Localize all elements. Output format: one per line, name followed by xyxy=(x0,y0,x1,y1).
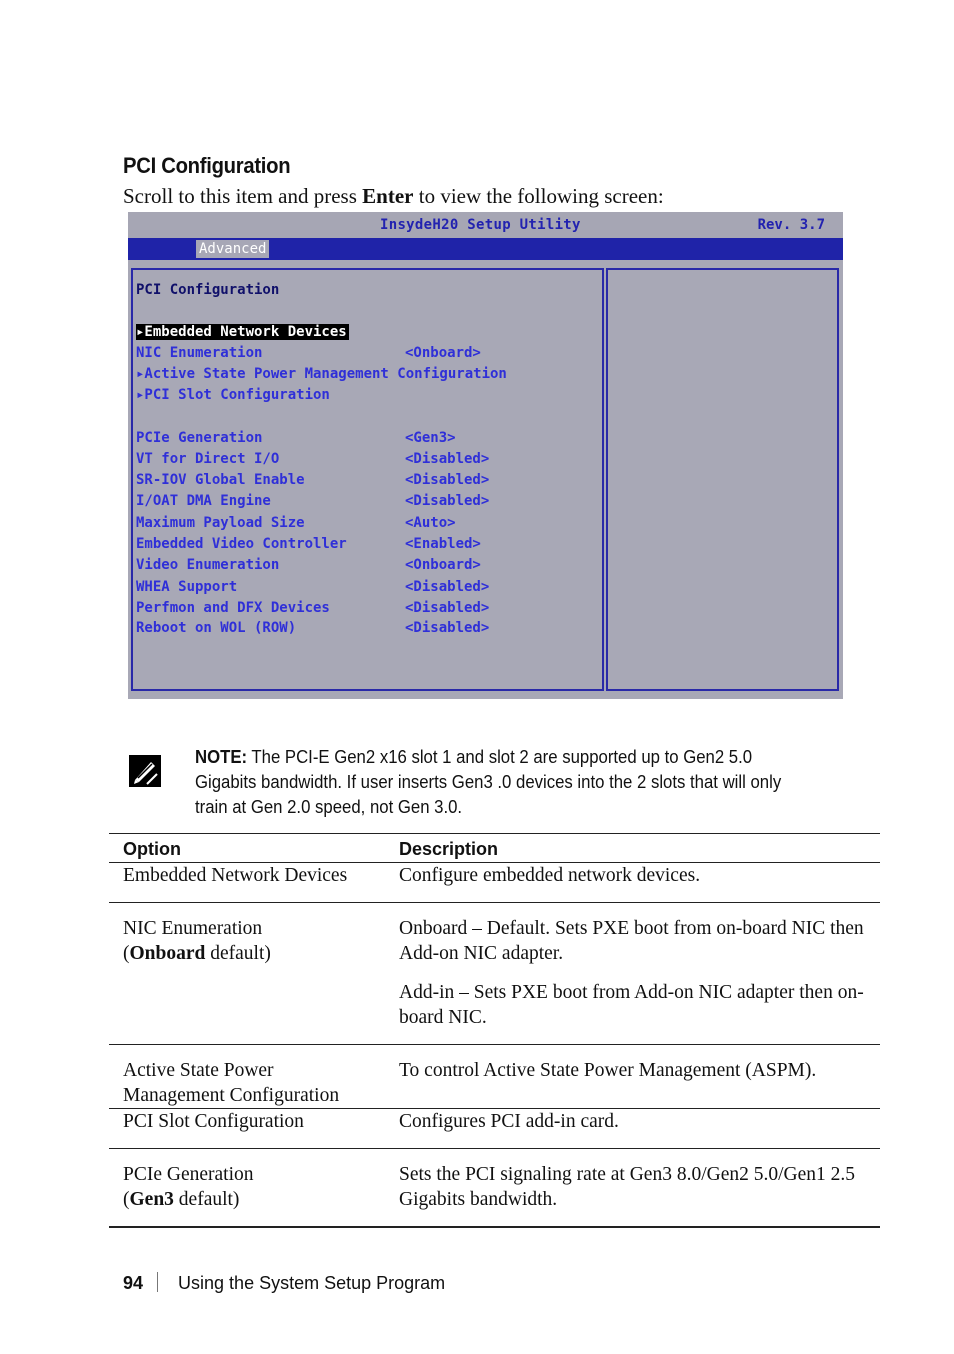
pencil-note-icon xyxy=(128,754,162,788)
bios-menu-nic-enumeration: NIC Enumeration xyxy=(136,345,263,361)
bios-setting-value: <Disabled> xyxy=(405,579,490,595)
option-cell: PCIe Generation (Gen3 default) xyxy=(109,1149,385,1228)
bios-value-nic-enumeration: <Onboard> xyxy=(405,345,481,361)
header-option: Option xyxy=(109,834,385,863)
bios-setting-value: <Disabled> xyxy=(405,600,490,616)
note-label: NOTE: xyxy=(195,747,248,767)
bios-setting-value: <Auto> xyxy=(405,515,456,531)
note-text xyxy=(195,745,818,820)
page-footer xyxy=(123,1272,445,1294)
bios-setting-label: Perfmon and DFX Devices xyxy=(136,600,330,616)
bios-setting-label: Reboot on WOL (ROW) xyxy=(136,620,297,636)
bios-setting-label: Embedded Video Controller xyxy=(136,536,347,552)
table-row xyxy=(109,903,880,1045)
bios-menu-pci-slot: ▸PCI Slot Configuration xyxy=(136,387,330,403)
bios-revision: Rev. 3.7 xyxy=(757,217,825,233)
bios-setting-value: <Disabled> xyxy=(405,493,490,509)
table-header-row xyxy=(109,834,880,863)
intro-after: to view the following screen: xyxy=(413,184,664,208)
chapter-title: Using the System Setup Program xyxy=(178,1273,446,1293)
bios-setting-value: <Disabled> xyxy=(405,620,490,636)
intro-before: Scroll to this item and press xyxy=(123,184,363,208)
bios-setting-value: <Onboard> xyxy=(405,557,481,573)
description-cell: Onboard – Default. Sets PXE boot from on-board NIC then Add-on NIC adapter. Add-in – Sets PXE boot from Add-on NIC adapter then on-board NIC. xyxy=(385,903,880,1045)
description-cell: Sets the PCI signaling rate at Gen3 8.0/Gen2 5.0/Gen1 2.5 Gigabits bandwidth. xyxy=(385,1149,880,1228)
table-row xyxy=(109,1149,880,1228)
section-title: PCI Configuration xyxy=(123,153,291,178)
bios-utility-title: InsydeH20 Setup Utility xyxy=(380,217,581,233)
bios-menu-aspm: ▸Active State Power Management Configuration xyxy=(136,366,507,382)
table-row xyxy=(109,1045,880,1109)
option-cell: NIC Enumeration (Onboard default) xyxy=(109,903,385,1045)
bios-setting-label: I/OAT DMA Engine xyxy=(136,493,271,509)
table-row xyxy=(109,1109,880,1149)
option-cell: PCI Slot Configuration xyxy=(109,1109,385,1149)
note-body: The PCI-E Gen2 x16 slot 1 and slot 2 are supported up to Gen2 5.0 Gigabits bandwidth. If user inserts Gen3 .0 devices into the 2 slots that will only train at Gen 2.0 speed, not Gen 3.0. xyxy=(195,747,782,817)
table-row xyxy=(109,863,880,903)
footer-divider xyxy=(157,1272,158,1292)
bios-menu-embedded-network: ▸Embedded Network Devices xyxy=(136,324,347,340)
bios-title-bar xyxy=(128,212,843,238)
bios-setting-label: Maximum Payload Size xyxy=(136,515,305,531)
bios-setting-label: VT for Direct I/O xyxy=(136,451,280,467)
bios-setting-label: WHEA Support xyxy=(136,579,238,595)
option-cell: Embedded Network Devices xyxy=(109,863,385,903)
bios-setting-value: <Gen3> xyxy=(405,430,456,446)
intro-key: Enter xyxy=(362,184,414,208)
bios-screenshot xyxy=(128,212,843,699)
bios-setting-value: <Enabled> xyxy=(405,536,481,552)
page-number: 94 xyxy=(123,1273,144,1293)
options-table xyxy=(109,833,880,1228)
description-cell: To control Active State Power Management (ASPM). xyxy=(385,1045,880,1109)
bios-setting-label: SR-IOV Global Enable xyxy=(136,472,305,488)
header-description: Description xyxy=(385,834,880,863)
intro-text xyxy=(123,184,664,209)
bios-tab-advanced: Advanced xyxy=(196,240,269,258)
bios-pane-title: PCI Configuration xyxy=(136,282,280,298)
description-cell: Configure embedded network devices. xyxy=(385,863,880,903)
option-cell: Active State Power Management Configuration xyxy=(109,1045,385,1109)
bios-setting-label: Video Enumeration xyxy=(136,557,280,573)
bios-setting-value: <Disabled> xyxy=(405,451,490,467)
bios-tab-bar xyxy=(128,238,843,260)
description-cell: Configures PCI add-in card. xyxy=(385,1109,880,1149)
bios-setting-label: PCIe Generation xyxy=(136,430,263,446)
bios-setting-value: <Disabled> xyxy=(405,472,490,488)
bios-help-pane xyxy=(606,268,839,691)
